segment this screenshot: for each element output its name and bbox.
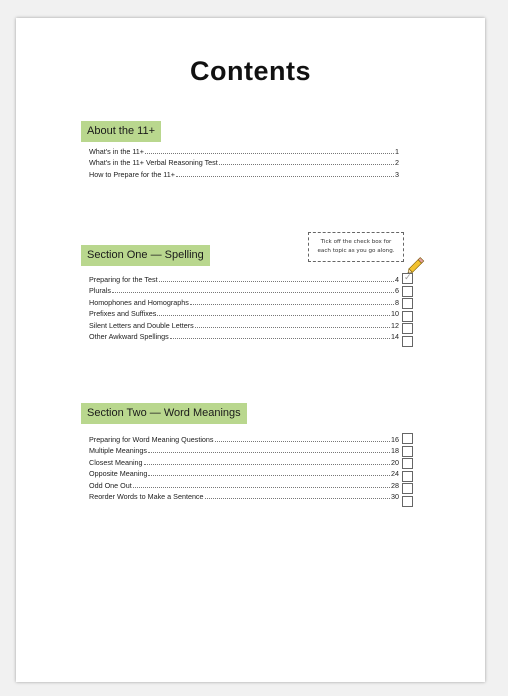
topic-checkbox[interactable] (402, 336, 413, 347)
topic-checkbox[interactable] (402, 483, 413, 494)
page-title: Contents (190, 56, 311, 86)
toc-word-meanings (89, 432, 399, 501)
toc-page-number: 24 (391, 469, 399, 478)
leader-dots (133, 486, 390, 488)
topic-checkbox[interactable] (402, 458, 413, 469)
toc-page-number: 10 (391, 309, 399, 318)
leader-dots (215, 440, 390, 442)
toc-item-label: What's in the 11+ Verbal Reasoning Test (89, 158, 218, 167)
toc-row[interactable] (89, 167, 399, 179)
toc-item-label: Preparing for the Test (89, 274, 158, 284)
toc-page-number: 6 (395, 286, 399, 295)
toc-page-number: 28 (391, 480, 399, 490)
toc-row[interactable] (89, 490, 399, 502)
toc-page-number: 18 (391, 446, 399, 455)
topic-checkbox[interactable] (402, 446, 413, 457)
toc-page-number: 4 (395, 274, 399, 284)
toc-row[interactable] (89, 330, 399, 342)
toc-row[interactable] (89, 432, 399, 444)
toc-page-number: 14 (391, 332, 399, 341)
toc-item-label: Prefixes and Suffixes (89, 309, 157, 318)
toc-item-label: Other Awkward Spellings (89, 332, 169, 341)
leader-dots (148, 474, 390, 476)
leader-dots (144, 463, 390, 465)
toc-row[interactable] (89, 478, 399, 490)
topic-checkbox[interactable] (402, 298, 413, 309)
toc-row[interactable] (89, 318, 399, 330)
leader-dots (112, 291, 394, 293)
toc-row[interactable] (89, 444, 399, 456)
tick-off-note (308, 232, 404, 262)
toc-item-label: Plurals (89, 286, 111, 295)
toc-page-number: 12 (391, 320, 399, 330)
leader-dots (190, 303, 394, 305)
note-line: Tick off the check box for (320, 239, 392, 245)
note-line: each topic as you go along. (317, 248, 395, 254)
checkboxes-spelling (402, 273, 413, 348)
toc-row[interactable] (89, 284, 399, 296)
topic-checkbox[interactable] (402, 286, 413, 297)
topic-checkbox[interactable] (402, 323, 413, 334)
topic-checkbox[interactable] (402, 471, 413, 482)
toc-row[interactable] (89, 307, 399, 319)
toc-row[interactable] (89, 295, 399, 307)
section-heading-word-meanings: Section Two — Word Meanings (81, 403, 247, 424)
leader-dots (157, 314, 390, 316)
toc-item-label: Multiple Meanings (89, 446, 147, 455)
toc-page-number: 8 (395, 297, 399, 307)
section-heading-about: About the 11+ (81, 121, 161, 142)
leader-dots (159, 280, 394, 282)
toc-item-label: Odd One Out (89, 480, 132, 490)
toc-item-label: What's in the 11+ (89, 146, 144, 156)
leader-dots (145, 152, 394, 154)
leader-dots (205, 497, 390, 499)
leader-dots (176, 175, 394, 177)
toc-about (89, 144, 399, 179)
leader-dots (170, 337, 390, 339)
toc-item-label: Opposite Meaning (89, 469, 148, 478)
toc-row[interactable] (89, 156, 399, 168)
leader-dots (148, 451, 390, 453)
toc-row[interactable] (89, 144, 399, 156)
topic-checkbox[interactable] (402, 311, 413, 322)
checkboxes-word-meanings (402, 433, 413, 508)
toc-row[interactable] (89, 272, 399, 284)
toc-row[interactable] (89, 455, 399, 467)
topic-checkbox[interactable] (402, 496, 413, 507)
toc-item-label: Homophones and Homographs (89, 297, 189, 307)
toc-page-number: 16 (391, 434, 399, 444)
toc-item-label: Silent Letters and Double Letters (89, 320, 194, 330)
tick-icon: ✓ (404, 272, 412, 282)
toc-page-number: 30 (391, 492, 399, 501)
topic-checkbox[interactable] (402, 433, 413, 444)
toc-page-number: 3 (395, 169, 399, 179)
toc-page-number: 1 (395, 146, 399, 156)
toc-row[interactable] (89, 467, 399, 479)
toc-page-number: 2 (395, 158, 399, 167)
toc-item-label: Reorder Words to Make a Sentence (89, 492, 204, 501)
document-page (16, 18, 485, 682)
section-heading-spelling: Section One — Spelling (81, 245, 210, 266)
toc-page-number: 20 (391, 457, 399, 467)
toc-spelling (89, 272, 399, 341)
toc-item-label: Preparing for Word Meaning Questions (89, 434, 214, 444)
topic-checkbox[interactable] (402, 273, 413, 284)
leader-dots (195, 326, 390, 328)
toc-item-label: How to Prepare for the 11+ (89, 169, 175, 179)
leader-dots (219, 163, 394, 165)
toc-item-label: Closest Meaning (89, 457, 143, 467)
